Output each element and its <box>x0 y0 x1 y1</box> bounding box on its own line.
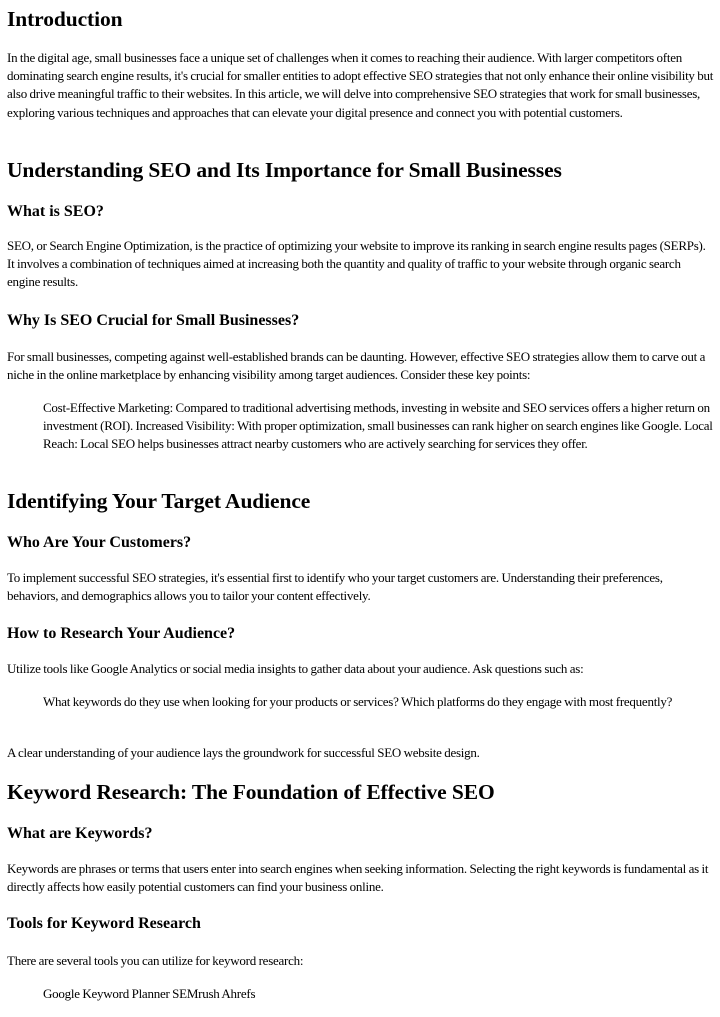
who-customers-paragraph: To implement successful SEO strategies, it's essential first to identify who your target customers are. Understanding their preferences, behaviors, and demographics allows you to tailor your content effectively. <box>7 570 663 604</box>
audience-questions-block: What keywords do they use when looking for your products or services? Which platforms do they engage with most frequently? <box>43 694 673 709</box>
subheading-who-customers: Who Are Your Customers? <box>7 534 192 551</box>
subheading-research-audience: How to Research Your Audience? <box>7 625 236 642</box>
subheading-what-are-keywords: What are Keywords? <box>7 825 153 842</box>
subheading-what-is-seo: What is SEO? <box>7 203 104 220</box>
heading-introduction: Introduction <box>7 7 123 31</box>
audience-conclusion-paragraph: A clear understanding of your audience lays the groundwork for successful SEO website design. <box>7 745 480 760</box>
heading-understanding-seo: Understanding SEO and Its Importance for Small Businesses <box>7 158 562 182</box>
keyword-tools-list: Google Keyword Planner SEMrush Ahrefs <box>43 986 256 1001</box>
keywords-paragraph: Keywords are phrases or terms that users enter into search engines when seeking information. Selecting the right keywords is fundamental as it directly affects how easily potential customers can find your business online. <box>7 861 709 895</box>
heading-keyword-research: Keyword Research: The Foundation of Effective SEO <box>7 780 495 804</box>
keyword-tools-paragraph: There are several tools you can utilize for keyword research: <box>7 953 304 968</box>
intro-paragraph: In the digital age, small businesses face a unique set of challenges when it comes to reaching their audience. With larger competitors often dominating search engine results, it's crucial for smaller entities to adopt effective SEO strategies that not only enhance their online visibility but also drive meaningful traffic to their websites. In this article, we will delve into comprehensive SEO strategies that work for small businesses, exploring various techniques and approaches that can elevate your digital presence and connect you with potential customers. <box>7 50 714 120</box>
subheading-why-seo-crucial: Why Is SEO Crucial for Small Businesses? <box>7 312 300 329</box>
what-is-seo-paragraph: SEO, or Search Engine Optimization, is the practice of optimizing your website to improve its ranking in search engine results pages (SERPs). It involves a combination of techniques aimed at increasing both the quantity and quality of traffic to your website through organic search engine results. <box>7 238 706 290</box>
key-points-block: Cost-Effective Marketing: Compared to traditional advertising methods, investing in website and SEO services offers a higher return on investment (ROI). Increased Visibility: With proper optimization, small businesses can rank higher on search engines like Google. Local Reach: Local SEO helps businesses attract nearby customers who are actively searching for services they offer. <box>43 400 713 452</box>
subheading-keyword-tools: Tools for Keyword Research <box>7 915 201 932</box>
heading-target-audience: Identifying Your Target Audience <box>7 489 311 513</box>
research-audience-paragraph: Utilize tools like Google Analytics or social media insights to gather data about your audience. Ask questions such as: <box>7 661 584 676</box>
why-seo-paragraph: For small businesses, competing against well-established brands can be daunting. However, effective SEO strategies allow them to carve out a niche in the online marketplace by enhancing visibility among target audiences. Consider these key points: <box>7 349 706 383</box>
